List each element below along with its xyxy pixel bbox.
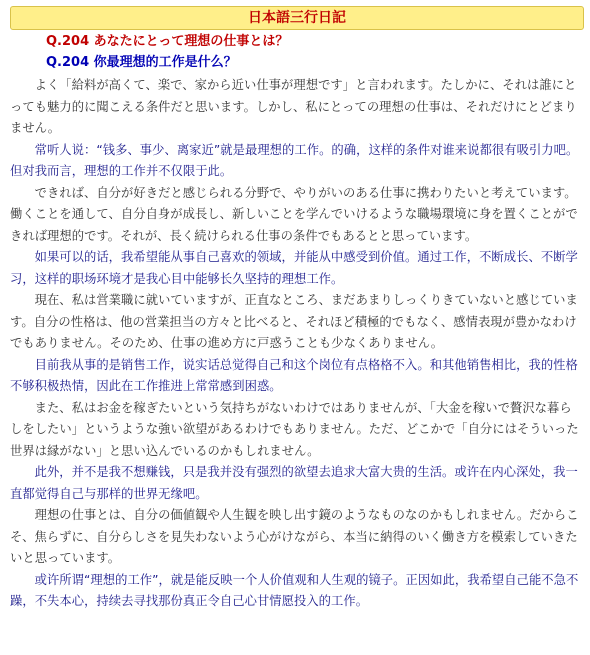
paragraph-japanese: 理想の仕事とは、自分の価値観や人生観を映し出す鏡のようなものなのかもしれません。だからこそ、焦らずに、自分らしさを見失わないよう心がけながら、本当に納得のいく働き方を模索していきたいと思っています。: [10, 508, 579, 565]
paragraph-japanese: できれば、自分が好きだと感じられる分野で、やりがいのある仕事に携わりたいと考えています。働くことを通して、自分自身が成長し、新しいことを学んでいけるような職場環境に身を置くことができれば理想的です。それが、長く続けられる仕事の条件でもあるとと思っています。: [10, 185, 578, 243]
page-title: 日本語三行日記: [248, 10, 346, 26]
paragraph-japanese: よく「給料が高くて、楽で、家から近い仕事が理想です」と言われます。たしかに、それは誰にとっても魅力的に聞こえる条件だと思います。しかし、私にとっての理想の仕事は、それだけにとどまりません。: [10, 78, 577, 135]
title-banner: [10, 6, 584, 30]
diary-body: [10, 75, 582, 613]
paragraph-japanese: 現在、私は営業職に就いていますが、正直なところ、まだあまりしっくりきていないと感じています。自分の性格は、他の営業担当の方々と比べると、それほど積極的でもなく、感情表現が豊かなわけでもありません。そのため、仕事の進め方に戸惑うことも少なくありません。: [10, 293, 578, 350]
paragraph-chinese: 常听人说：“钱多、事少、离家近”就是最理想的工作。的确，这样的条件对谁来说都很有吸引力吧。但对我而言，理想的工作并不仅限于此。: [10, 142, 579, 178]
paragraph-japanese: また、私はお金を稼ぎたいという気持ちがないわけではありませんが、「大金を稼いで贅沢な暮らしをしたい」というような強い欲望があるわけでもありません。ただ、どこかで「自分にはそういった世界は縁がない」と思い込んでいるのかもしれません。: [10, 400, 579, 458]
question-chinese: Q.204 你最理想的工作是什么？: [46, 55, 237, 70]
paragraph-chinese: 如果可以的话，我希望能从事自己喜欢的领域，并能从中感受到价值。通过工作，不断成长、不断学习，这样的职场环境才是我心目中能够长久坚持的理想工作。: [10, 250, 578, 286]
question-japanese: Q.204 あなたにとって理想の仕事とは？: [46, 34, 289, 49]
paragraph-chinese: 目前我从事的是销售工作，说实话总觉得自己和这个岗位有点格格不入。和其他销售相比，我的性格不够积极热情，因此在工作推进上常常感到困惑。: [10, 357, 578, 393]
paragraph-chinese: 或许所谓“理想的工作”，就是能反映一个人价值观和人生观的镜子。正因如此，我希望自己能不急不躁，不失本心，持续去寻找那份真正令自己心甘情愿投入的工作。: [10, 572, 579, 608]
paragraph-chinese: 此外，并不是我不想赚钱，只是我并没有强烈的欲望去追求大富大贵的生活。或许在内心深处，我一直都觉得自己与那样的世界无缘吧。: [10, 465, 578, 501]
